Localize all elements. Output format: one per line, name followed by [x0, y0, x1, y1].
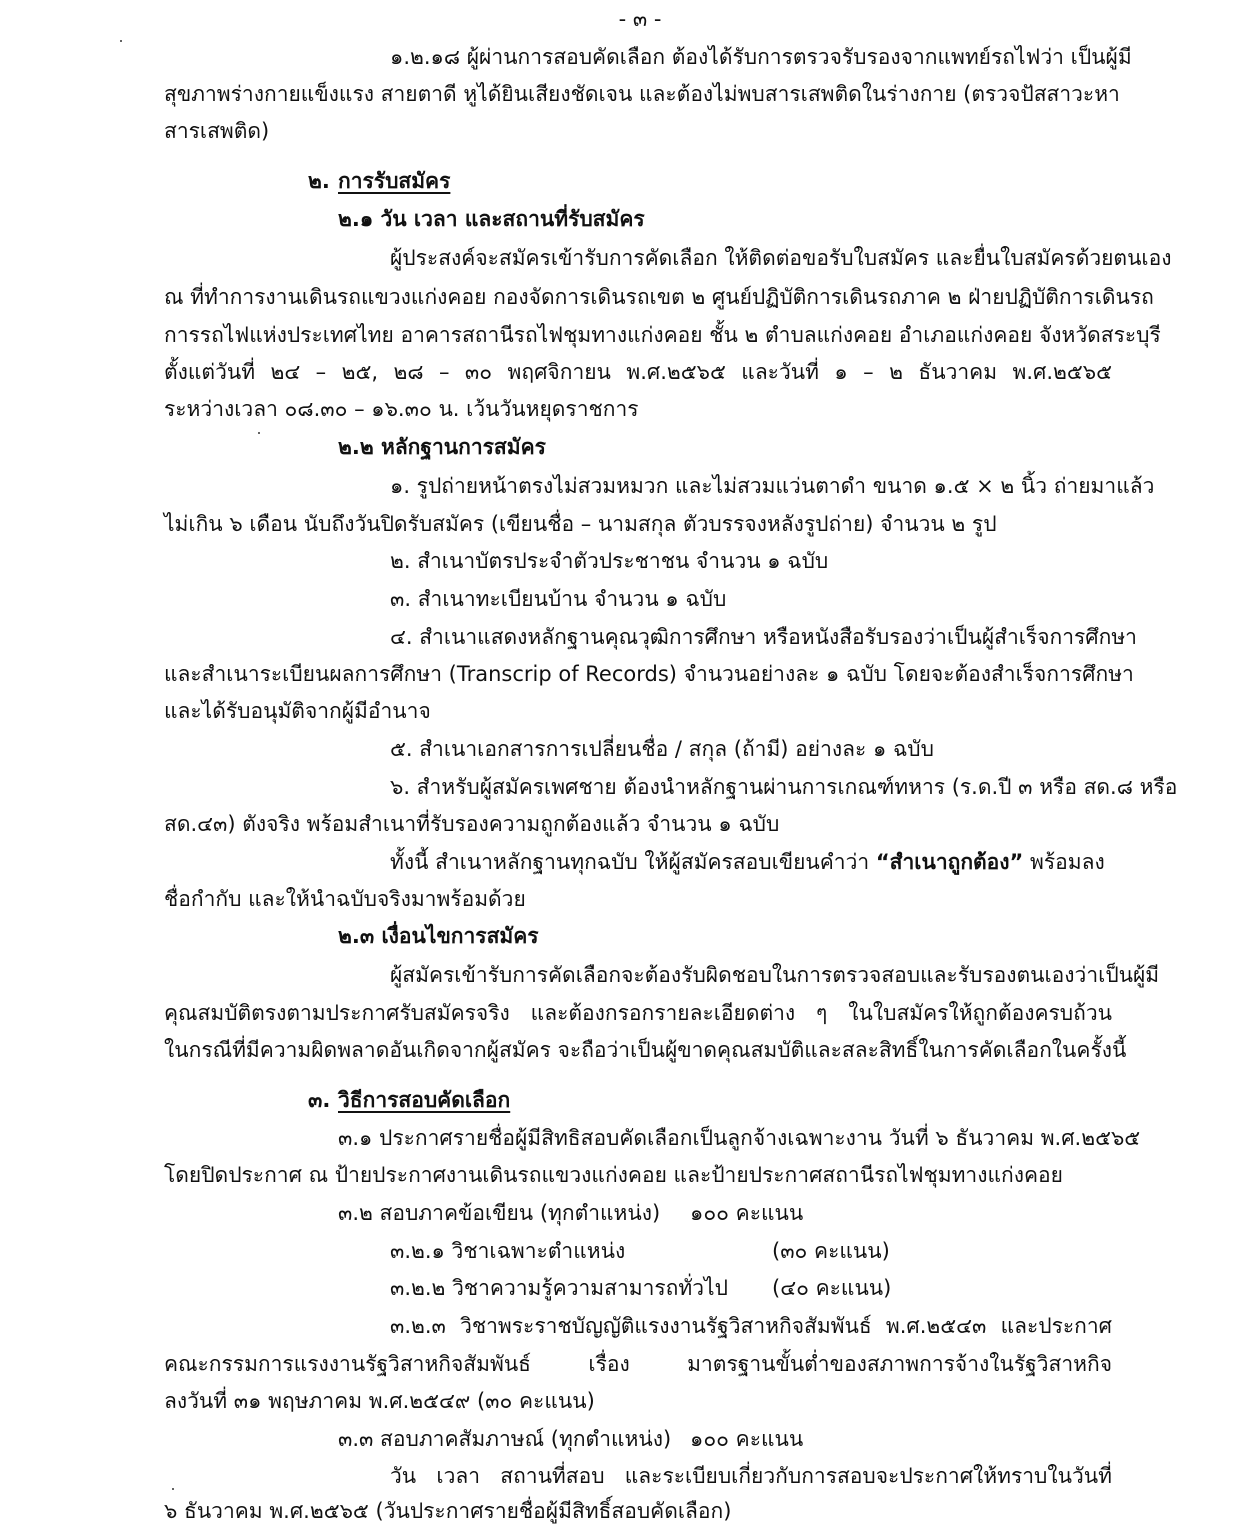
- page-number: - ๓ -: [618, 7, 662, 31]
- evidence-5: ๕. สำเนาเอกสารการเปลี่ยนชื่อ / สกุล (ถ้ามี) อย่างละ ๑ ฉบับ: [390, 737, 934, 761]
- item-1-2-18-line3: สารเสพติด): [164, 119, 270, 143]
- evidence-4-line3: และได้รับอนุมัติจากผู้มีอำนาจ: [164, 699, 431, 723]
- section-2-1-line4: ตั้งแต่วันที่ ๒๔ – ๒๕, ๒๘ – ๓๐ พฤศจิกายน พ.ศ.๒๕๖๕ และวันที่ ๑ – ๒ ธันวาคม พ.ศ.๒๕๖๕: [164, 360, 1112, 384]
- section-3-2-1-score: (๓๐ คะแนน): [772, 1239, 890, 1263]
- evidence-note-line1: [390, 845, 1105, 879]
- item-1-2-18-line1: ๑.๒.๑๘ ผู้ผ่านการสอบคัดเลือก ต้องได้รับการตรวจรับรองจากแพทย์รถไฟว่า เป็นผู้มี: [390, 45, 1132, 69]
- evidence-4-line2: และสำเนาระเบียนผลการศึกษา (Transcrip of Records) จำนวนอย่างละ ๑ ฉบับ โดยจะต้องสำเร็จการศึกษา: [164, 662, 1134, 686]
- section-2-1-line1: ผู้ประสงค์จะสมัครเข้ารับการคัดเลือก ให้ติดต่อขอรับใบสมัคร และยื่นใบสมัครด้วยตนเอง: [390, 246, 1172, 270]
- section-3-3-score: ๑๐๐ คะแนน: [690, 1427, 804, 1451]
- section-3-3-line2: ๖ ธันวาคม พ.ศ.๒๕๖๕ (วันประกาศรายชื่อผู้มีสิทธิ์สอบคัดเลือก): [164, 1499, 732, 1523]
- section-2-3-line3: ในกรณีที่มีความผิดพลาดอันเกิดจากผู้สมัคร จะถือว่าเป็นผู้ขาดคุณสมบัติและสละสิทธิ์ในการคัดเลือกในครั้งนี้: [164, 1038, 1127, 1062]
- section-3-2-3-line3: ลงวันที่ ๓๑ พฤษภาคม พ.ศ.๒๕๔๙ (๓๐ คะแนน): [164, 1389, 595, 1413]
- section-2-3-heading: ๒.๓ เงื่อนไขการสมัคร: [338, 924, 539, 948]
- evidence-1-line1: ๑. รูปถ่ายหน้าตรงไม่สวมหมวก และไม่สวมแว่นตาดำ ขนาด ๑.๕ × ๒ นิ้ว ถ่ายมาแล้ว: [390, 474, 1155, 498]
- section-2-2-heading: ๒.๒ หลักฐานการสมัคร: [338, 435, 546, 459]
- item-1-2-18-line2: สุขภาพร่างกายแข็งแรง สายตาดี หูได้ยินเสียงชัดเจน และต้องไม่พบสารเสพติดในร่างกาย (ตรวจปัสสาวะหา: [164, 82, 1120, 106]
- scan-speck: [258, 432, 260, 434]
- section-2-3-line1: ผู้สมัครเข้ารับการคัดเลือกจะต้องรับผิดชอบในการตรวจสอบและรับรองตนเองว่าเป็นผู้มี: [390, 963, 1160, 987]
- evidence-2: ๒. สำเนาบัตรประจำตัวประชาชน จำนวน ๑ ฉบับ: [390, 549, 829, 573]
- section-2-1-line2: ณ ที่ทำการงานเดินรถแขวงแก่งคอย กองจัดการเดินรถเขต ๒ ศูนย์ปฏิบัติการเดินรถภาค ๒ ฝ่ายปฏิบัติการเดินรถ: [164, 285, 1154, 309]
- section-3-2-score: ๑๐๐ คะแนน: [690, 1201, 804, 1225]
- section-3-1-line1: ๓.๑ ประกาศรายชื่อผู้มีสิทธิสอบคัดเลือกเป็นลูกจ้างเฉพาะงาน วันที่ ๖ ธันวาคม พ.ศ.๒๕๖๕: [338, 1126, 1141, 1150]
- section-2-heading: การรับสมัคร: [338, 169, 451, 193]
- section-3-number: ๓.: [308, 1088, 331, 1112]
- section-3-heading: วิธีการสอบคัดเลือก: [338, 1088, 511, 1112]
- section-3-2-2-score: (๔๐ คะแนน): [772, 1276, 892, 1300]
- section-2-number: ๒.: [308, 169, 330, 193]
- evidence-note-emphasis: “สำเนาถูกต้อง”: [875, 850, 1024, 874]
- section-3-2-3-line2: คณะกรรมการแรงงานรัฐวิสาหกิจสัมพันธ์ เรื่อง มาตรฐานขั้นต่ำของสภาพการจ้างในรัฐวิสาหกิจ: [164, 1352, 1112, 1376]
- section-3-2-2-label: ๓.๒.๒ วิชาความรู้ความสามารถทั่วไป: [390, 1276, 728, 1300]
- section-3-2-label: ๓.๒ สอบภาคข้อเขียน (ทุกตำแหน่ง): [338, 1201, 661, 1225]
- section-3-1-line2: โดยปิดประกาศ ณ ป้ายประกาศงานเดินรถแขวงแก่งคอย และป้ายประกาศสถานีรถไฟชุมทางแก่งคอย: [164, 1163, 1063, 1187]
- section-2-3-line2: คุณสมบัติตรงตามประกาศรับสมัครจริง และต้องกรอกรายละเอียดต่าง ๆ ในใบสมัครให้ถูกต้องครบถ้วน: [164, 1001, 1112, 1025]
- section-3-2-3-line1: ๓.๒.๓ วิชาพระราชบัญญัติแรงงานรัฐวิสาหกิจสัมพันธ์ พ.ศ.๒๕๔๓ และประกาศ: [390, 1314, 1112, 1338]
- evidence-note-line2: ชื่อกำกับ และให้นำฉบับจริงมาพร้อมด้วย: [164, 887, 526, 911]
- section-3-3-label: ๓.๓ สอบภาคสัมภาษณ์ (ทุกตำแหน่ง): [338, 1427, 672, 1451]
- evidence-note-text: ทั้งนี้ สำเนาหลักฐานทุกฉบับ ให้ผู้สมัครสอบเขียนคำว่า: [390, 850, 876, 874]
- evidence-6-line2: สด.๔๓) ตังจริง พร้อมสำเนาที่รับรองความถูกต้องแล้ว จำนวน ๑ ฉบับ: [164, 812, 780, 836]
- evidence-6-line1: ๖. สำหรับผู้สมัครเพศชาย ต้องนำหลักฐานผ่านการเกณฑ์ทหาร (ร.ด.ปี ๓ หรือ สด.๘ หรือ: [390, 775, 1178, 799]
- scan-speck: [120, 40, 122, 42]
- evidence-1-line2: ไม่เกิน ๖ เดือน นับถึงวันปิดรับสมัคร (เขียนชื่อ – นามสกุล ตัวบรรจงหลังรูปถ่าย) จำนวน ๒ รูป: [164, 512, 997, 536]
- evidence-4-line1: ๔. สำเนาแสดงหลักฐานคุณวุฒิการศึกษา หรือหนังสือรับรองว่าเป็นผู้สำเร็จการศึกษา: [390, 625, 1137, 649]
- section-2-1-heading: ๒.๑ วัน เวลา และสถานที่รับสมัคร: [338, 207, 645, 231]
- evidence-note-tail: พร้อมลง: [1023, 850, 1105, 874]
- section-2-1-line5: ระหว่างเวลา ๐๘.๓๐ – ๑๖.๓๐ น. เว้นวันหยุดราชการ: [164, 397, 639, 421]
- section-3-3-line1: วัน เวลา สถานที่สอบ และระเบียบเกี่ยวกับการสอบจะประกาศให้ทราบในวันที่: [390, 1464, 1112, 1488]
- section-2-1-line3: การรถไฟแห่งประเทศไทย อาคารสถานีรถไฟชุมทางแก่งคอย ชั้น ๒ ตำบลแก่งคอย อำเภอแก่งคอย จังหวัดสระบุรี: [164, 323, 1161, 347]
- scan-speck: [172, 1488, 174, 1490]
- evidence-3: ๓. สำเนาทะเบียนบ้าน จำนวน ๑ ฉบับ: [390, 587, 727, 611]
- section-3-2-1-label: ๓.๒.๑ วิชาเฉพาะตำแหน่ง: [390, 1239, 626, 1263]
